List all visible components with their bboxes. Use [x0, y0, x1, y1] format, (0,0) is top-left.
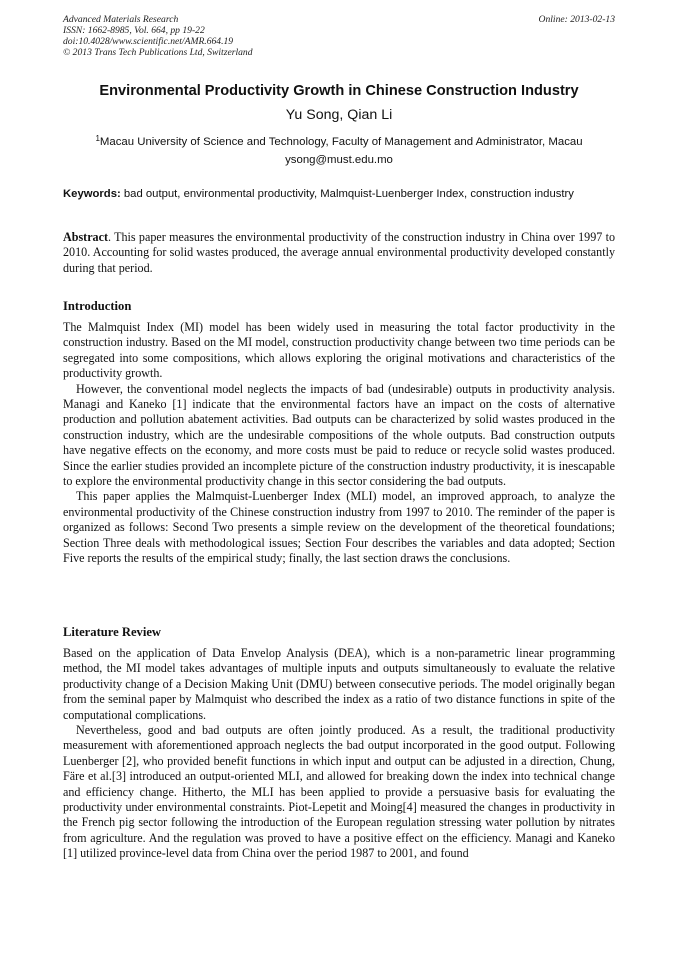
literature-paragraph: Nevertheless, good and bad outputs are often jointly produced. As a result, the traditional productivity measurement with aforementioned approach neglects the bad output incorporated in the good output. Following Luenberger [2], who provided benefit functions in which input and output can be adjusted in a direction, Chung, Färe et al.[3] introduced an output-oriented MLI, and allowed for breaking down the index into technical change and efficiency change. Hitherto, the MLI has been applied to provide a persuasive basis for evaluating the productivity under environmental constraints. Piot-Lepetit and Moing[4] measured the changes in productivity in the French pig sector following the introduction of the European regulation stressing water pollution by nitrates from agriculture. And the regulation was proved to have a positive effect on the efficiency. Managi and Kaneko [1] utilized province-level data from China over the period 1987 to 2001, and found: [63, 723, 615, 861]
affiliation: [63, 131, 615, 150]
affiliation-text: Macau University of Science and Technology, Faculty of Management and Administrator, Macau: [99, 136, 583, 148]
introduction-paragraph: This paper applies the Malmquist-Luenberger Index (MLI) model, an improved approach, to analyze the environmental productivity of the Chinese construction industry from 1997 to 2010. The reminder of the paper is organized as follows: Second Two presents a simple review on the development of the theoretical foundations; Section Three deals with methodological issues; Section Four describes the variables and data adopted; Section Five reports the results of the empirical study; finally, the last section draws the conclusions.: [63, 489, 615, 566]
copyright-line: © 2013 Trans Tech Publications Ltd, Switzerland: [63, 47, 253, 58]
journal-header: [63, 14, 615, 58]
paper-authors: Yu Song, Qian Li: [285, 107, 393, 123]
journal-name: Advanced Materials Research: [63, 14, 179, 25]
author-email[interactable]: ysong@must.edu.mo: [285, 154, 393, 166]
literature-review-heading: Literature Review: [63, 625, 162, 639]
issn-line: ISSN: 1662-8985, Vol. 664, pp 19-22: [63, 25, 205, 36]
keywords-label: Keywords:: [63, 188, 121, 200]
literature-paragraph: Based on the application of Data Envelop Analysis (DEA), which is a non-parametric linear programming method, the MI model takes advantages of multiple inputs and outputs simultaneously to evaluate the relative productivity change of a Decision Making Unit (DMU) between consecutive periods. The model originally began from the seminal paper by Malmquist who described the index as a ratio of two distance functions in spite of the computational complications.: [63, 646, 615, 722]
abstract-label: Abstract: [63, 230, 109, 244]
literature-review-section: [63, 646, 615, 862]
online-date: Online: 2013-02-13: [538, 14, 615, 25]
keywords-text: bad output, environmental productivity, Malmquist-Luenberger Index, construction industry: [120, 188, 574, 200]
introduction-paragraph: However, the conventional model neglects the impacts of bad (undesirable) outputs in productivity analysis. Managi and Kaneko [1] indicate that the environmental factors have an impact on the costs of alternative production and pollution abatement activities. Bad outputs can be characterized by solid wastes produced in the construction industry, which are the undesirable compositions of the whole outputs. Bad construction outputs have negative effects on the economy, and more costs must be paid to reduce or recycle solid wastes produced. Since the earlier studies provided an incomplete picture of the construction industry productivity, it is inescapable to explore the environmental productivity change in this sector considering the bad outputs.: [63, 381, 615, 489]
abstract: [63, 230, 615, 276]
abstract-text: . This paper measures the environmental productivity of the construction industry in China over 1997 to 2010. Accounting for solid wastes produced, the average annual environmental productivity developed constantly during that period.: [63, 230, 615, 275]
introduction-section: [63, 320, 615, 567]
introduction-heading: Introduction: [63, 299, 132, 313]
introduction-paragraph: The Malmquist Index (MI) model has been widely used in measuring the total factor productivity in the construction industry. Based on the MI model, construction productivity change between two time periods can be segregated into some compositions, which allows exploring the original motivations and characteristics of the productivity growth.: [63, 320, 615, 381]
doi-line: doi:10.4028/www.scientific.net/AMR.664.19: [63, 36, 234, 47]
paper-title: Environmental Productivity Growth in Chinese Construction Industry: [99, 83, 579, 99]
keywords: [63, 187, 615, 201]
affiliation-marker: 1: [95, 134, 100, 143]
